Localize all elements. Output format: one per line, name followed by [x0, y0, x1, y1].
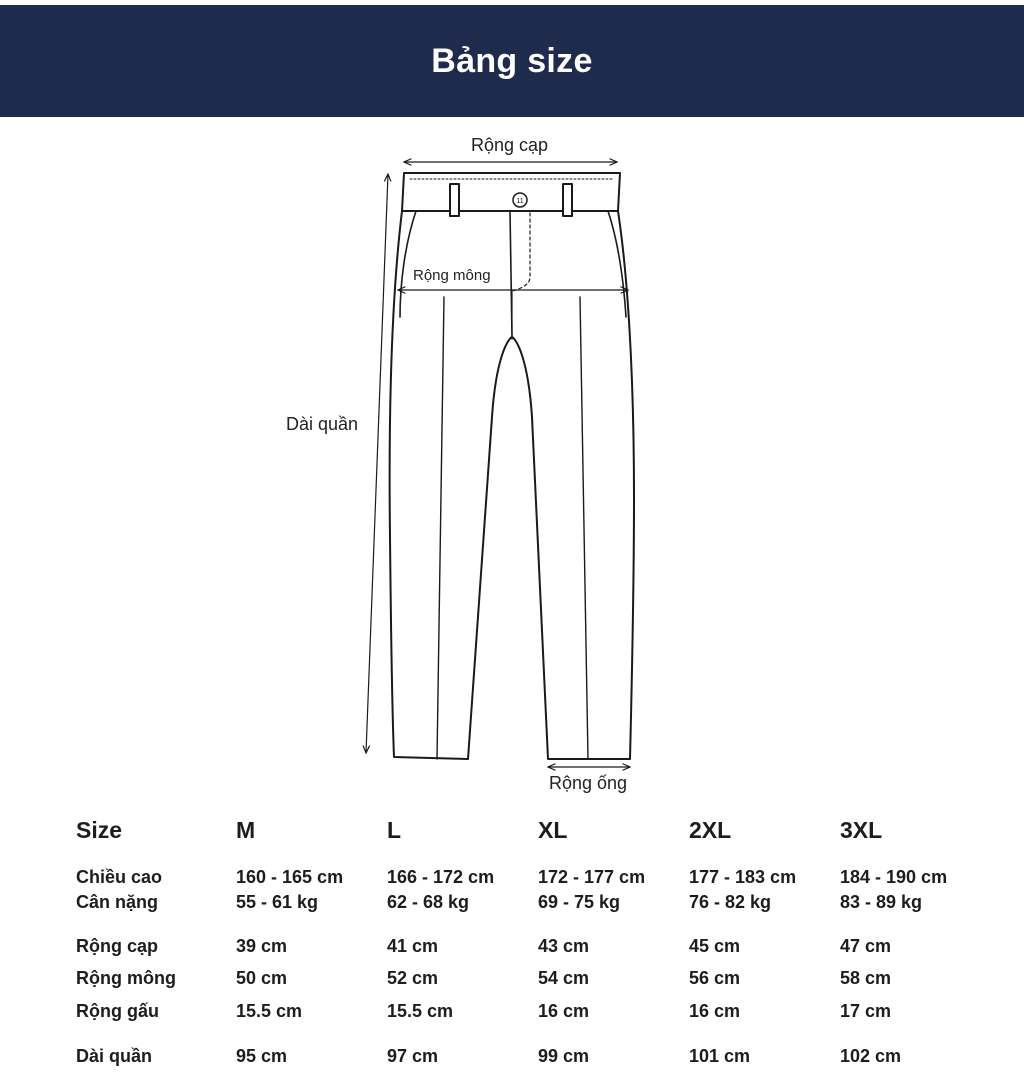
header-banner [0, 5, 1024, 117]
belt-loop-left [450, 184, 459, 216]
cell: 95 cm [236, 1045, 288, 1066]
cell: 58 cm [840, 968, 892, 988]
cell: 16 cm [538, 1001, 590, 1021]
row-label: Rộng mông [76, 968, 176, 988]
row-label: Dài quần [76, 1045, 153, 1066]
cell: 97 cm [387, 1045, 439, 1066]
pants-illustration [0, 117, 1024, 807]
table-row [76, 1028, 991, 1070]
waist-label: Rộng cạp [471, 135, 549, 155]
pocket-right [608, 211, 626, 317]
table-row [76, 962, 991, 995]
cell: 16 cm [689, 1001, 741, 1021]
cell: 43 cm [538, 935, 590, 956]
pants-diagram [0, 117, 1024, 807]
header-2xl: 2XL [689, 816, 732, 843]
header-l: L [387, 816, 402, 843]
cell: 45 cm [689, 935, 741, 956]
table-row [76, 852, 991, 888]
cell: 55 - 61 kg [236, 891, 319, 912]
row-label: Rộng cạp [76, 935, 159, 956]
header-xl: XL [538, 816, 568, 843]
cell: 47 cm [840, 935, 892, 956]
pocket-left [400, 211, 416, 317]
page-title: Bảng size [431, 41, 593, 80]
length-arrow [366, 174, 388, 753]
table-row [76, 916, 991, 962]
button-label: 11 [516, 198, 524, 205]
belt-loop-right [563, 184, 572, 216]
cell: 172 - 177 cm [538, 866, 646, 887]
cell: 15.5 cm [387, 1001, 454, 1021]
cell: 177 - 183 cm [689, 866, 797, 887]
row-label: Cân nặng [76, 891, 159, 912]
table-row [76, 995, 991, 1028]
hip-label: Rộng mông [413, 267, 491, 284]
cell: 39 cm [236, 935, 288, 956]
cell: 102 cm [840, 1045, 902, 1066]
size-table [76, 808, 991, 1070]
cell: 62 - 68 kg [387, 891, 470, 912]
header-size: Size [76, 816, 123, 843]
cell: 69 - 75 kg [538, 891, 621, 912]
size-header-row [76, 808, 991, 852]
cell: 41 cm [387, 935, 439, 956]
length-label: Dài quần [286, 414, 359, 434]
cell: 54 cm [538, 968, 590, 988]
cell: 50 cm [236, 968, 288, 988]
cell: 52 cm [387, 968, 439, 988]
crease-left [437, 297, 444, 759]
row-label: Rộng gấu [76, 1001, 159, 1021]
table-row [76, 888, 991, 916]
cell: 83 - 89 kg [840, 891, 923, 912]
hem-label: Rộng ống [549, 773, 628, 793]
cell: 184 - 190 cm [840, 866, 948, 887]
cell: 166 - 172 cm [387, 866, 495, 887]
cell: 160 - 165 cm [236, 866, 344, 887]
cell: 76 - 82 kg [689, 891, 772, 912]
header-m: M [236, 816, 256, 843]
cell: 56 cm [689, 968, 741, 988]
cell: 101 cm [689, 1045, 751, 1066]
crease-right [580, 297, 588, 759]
cell: 99 cm [538, 1045, 590, 1066]
cell: 15.5 cm [236, 1001, 303, 1021]
cell: 17 cm [840, 1001, 892, 1021]
row-label: Chiều cao [76, 866, 163, 887]
header-3xl: 3XL [840, 816, 883, 843]
